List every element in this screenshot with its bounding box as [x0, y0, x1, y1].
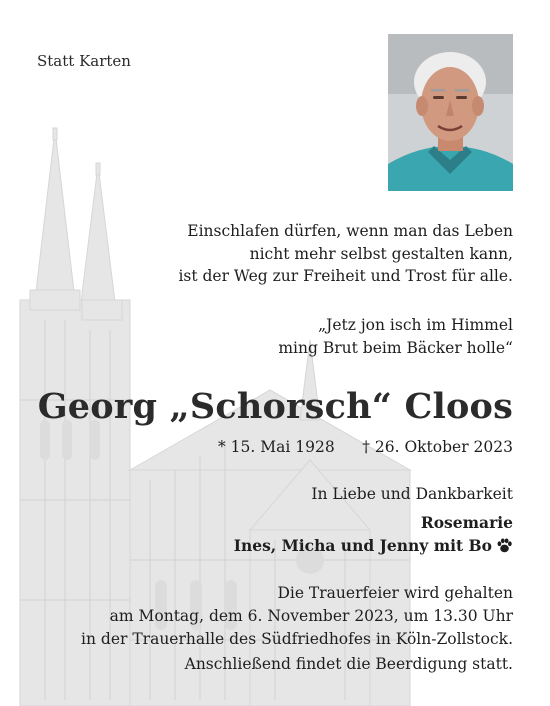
birth-date: * 15. Mai 1928	[218, 438, 335, 456]
poem-line: ist der Weg zur Freiheit und Trost für alle.	[178, 267, 513, 285]
poem-line: nicht mehr selbst gestalten kann,	[249, 244, 513, 263]
funeral-line: Die Trauerfeier wird gehalten	[277, 584, 513, 602]
poem-line: Einschlafen dürfen, wenn man das Leben	[187, 222, 513, 240]
funeral-line: in der Trauerhalle des Südfriedhofes in Köln-Zollstock.	[81, 630, 513, 648]
death-date: † 26. Oktober 2023	[362, 438, 513, 456]
deceased-name: Georg „Schorsch“ Cloos	[37, 386, 513, 427]
dialect-quote	[278, 314, 513, 359]
burial-notice: Anschließend findet die Beerdigung statt.	[184, 655, 513, 673]
mourner-primary: Rosemarie	[420, 513, 513, 532]
mourners-intro: In Liebe und Dankbarkeit	[311, 485, 513, 503]
mourner-family	[234, 536, 513, 555]
portrait-photo	[388, 34, 513, 191]
funeral-line: am Montag, dem 6. November 2023, um 13.30 Uhr	[109, 607, 513, 625]
funeral-notice	[81, 582, 513, 651]
poem-quote	[178, 220, 513, 288]
paw-print-icon	[496, 537, 513, 554]
dialect-line: ming Brut beim Bäcker holle“	[278, 338, 513, 357]
dialect-line: „Jetz jon isch im Himmel	[318, 316, 513, 334]
statt-karten-label: Statt Karten	[37, 52, 131, 70]
mourner-family-names: Ines, Micha und Jenny mit Bo	[233, 536, 492, 555]
